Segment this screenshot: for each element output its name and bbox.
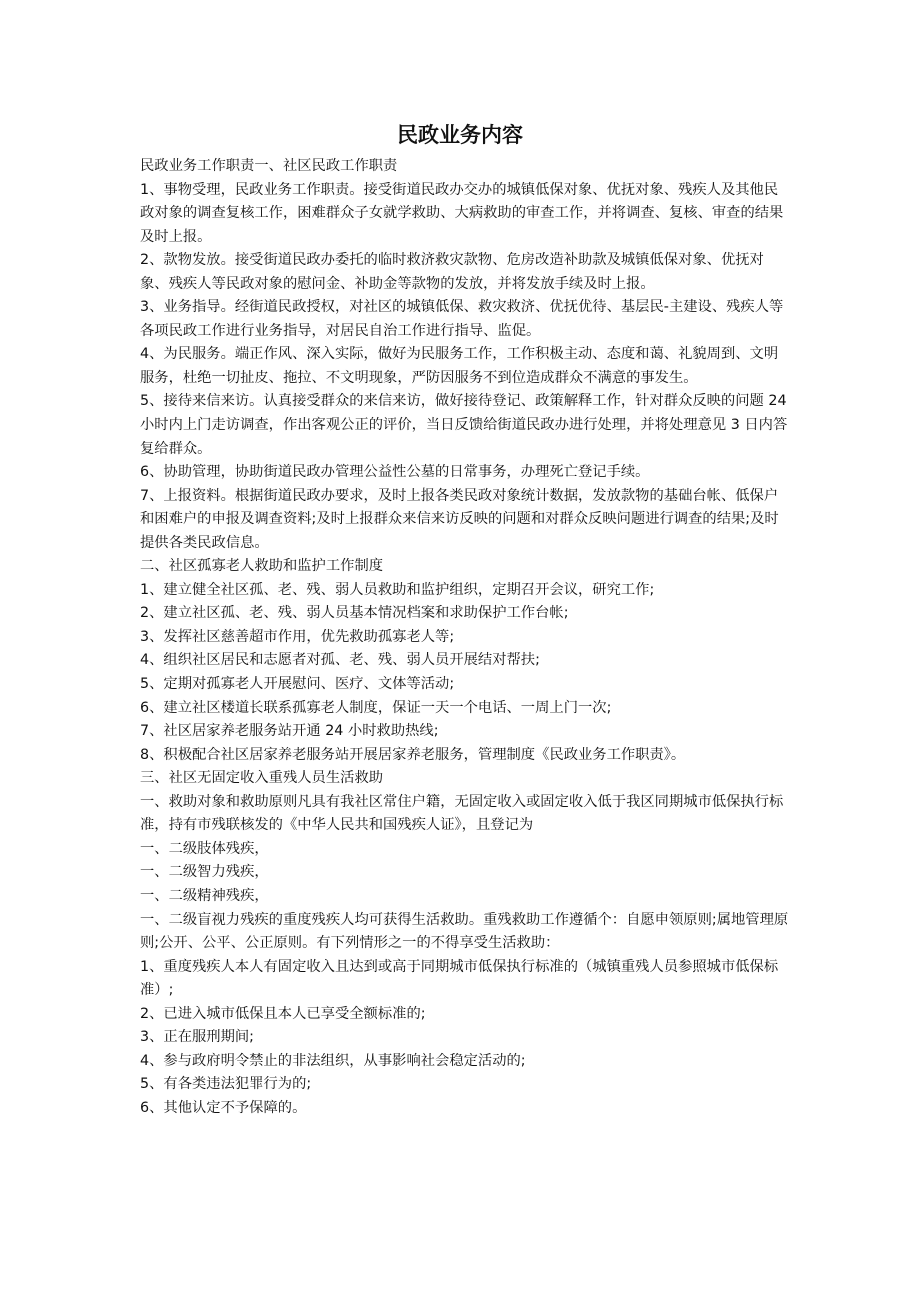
document-title: 民政业务内容 <box>397 123 523 147</box>
paragraph: 2、已进入城市低保且本人已享受全额标准的; <box>140 1005 426 1022</box>
paragraph: 4、为民服务。端正作风、深入实际，做好为民服务工作，工作积极主动、态度和蔼、礼貌周到、文明服务，杜绝一切扯皮、拖拉、不文明现象，严防因服务不到位造成群众不满意的事发生。 <box>140 346 779 386</box>
paragraph: 1、重度残疾人本人有固定收入且达到或高于同期城市低保执行标准的（城镇重残人员参照城市低保标准）; <box>140 958 779 999</box>
paragraph: 一、二级肢体残疾， <box>140 840 269 857</box>
paragraph: 8、积极配合社区居家养老服务站开展居家养老服务，管理制度《民政业务工作职责》。 <box>140 746 686 763</box>
paragraph: 6、其他认定不予保障的。 <box>140 1099 307 1116</box>
paragraph: 7、上报资料。根据街道民政办要求，及时上报各类民政对象统计数据，发放款物的基础台帐、低保户和困难户的申报及调查资料;及时上报群众来信来访反映的问题和对群众反映问题进行调查的结果;及时提供各类民政信息。 <box>140 487 779 551</box>
paragraph: 4、组织社区居民和志愿者对孤、老、残、弱人员开展结对帮扶; <box>140 652 540 669</box>
paragraph: 4、参与政府明令禁止的非法组织，从事影响社会稳定活动的; <box>140 1052 526 1069</box>
paragraph: 一、二级精神残疾， <box>140 887 269 904</box>
paragraph: 3、发挥社区慈善超市作用，优先救助孤寡老人等; <box>140 628 455 645</box>
section-heading: 二、社区孤寡老人救助和监护工作制度 <box>140 558 384 575</box>
document-body <box>140 155 792 1120</box>
paragraph: 6、协助管理，协助街道民政办管理公益性公墓的日常事务，办理死亡登记手续。 <box>140 464 650 481</box>
paragraph: 1、事物受理，民政业务工作职责。接受街道民政办交办的城镇低保对象、优抚对象、残疾人及其他民政对象的调查复核工作，困难群众子女就学救助、大病救助的审查工作，并将调查、复核、审查的结果及时上报。 <box>140 181 784 245</box>
paragraph: 5、定期对孤寡老人开展慰问、医疗、文体等活动; <box>140 676 455 693</box>
paragraph: 一、救助对象和救助原则凡具有我社区常住户籍，无固定收入或固定收入低于我区同期城市低保执行标准，持有市残联核发的《中华人民共和国残疾人证》，且登记为 <box>140 793 784 834</box>
paragraph: 7、社区居家养老服务站开通 24 小时救助热线; <box>140 723 439 740</box>
paragraph: 3、业务指导。经街道民政授权，对社区的城镇低保、救灾救济、优抚优待、基层民-主建设、残疾人等各项民政工作进行业务指导，对居民自治工作进行指导、监促。 <box>140 299 784 339</box>
paragraph: 5、有各类违法犯罪行为的; <box>140 1076 312 1093</box>
paragraph: 5、接待来信来访。认真接受群众的来信来访，做好接待登记、政策解释工作，针对群众反映的问题 24 小时内上门走访调查，作出客观公正的评价，当日反馈给街道民政办进行处理，并将处理意见 3 日内答复给群众。 <box>140 393 788 457</box>
paragraph: 6、建立社区楼道长联系孤寡老人制度，保证一天一个电话、一周上门一次; <box>140 699 612 716</box>
paragraph: 3、正在服刑期间; <box>140 1029 254 1046</box>
paragraph: 2、款物发放。接受街道民政办委托的临时救济救灾款物、危房改造补助款及城镇低保对象、优抚对象、残疾人等民政对象的慰问金、补助金等款物的发放，并将发放手续及时上报。 <box>140 252 764 292</box>
paragraph: 2、建立社区孤、老、残、弱人员基本情况档案和求助保护工作台帐; <box>140 605 569 622</box>
paragraph: 一、二级智力残疾， <box>140 864 269 881</box>
paragraph: 一、二级盲视力残疾的重度残疾人均可获得生活救助。重残救助工作遵循个：自愿申领原则;属地管理原则;公开、公平、公正原则。有下列情形之一的不得享受生活救助： <box>140 911 789 952</box>
paragraph: 1、建立健全社区孤、老、残、弱人员救助和监护组织，定期召开会议，研究工作; <box>140 581 655 598</box>
paragraph: 民政业务工作职责一、社区民政工作职责 <box>140 158 398 174</box>
section-heading: 三、社区无固定收入重残人员生活救助 <box>140 770 384 787</box>
